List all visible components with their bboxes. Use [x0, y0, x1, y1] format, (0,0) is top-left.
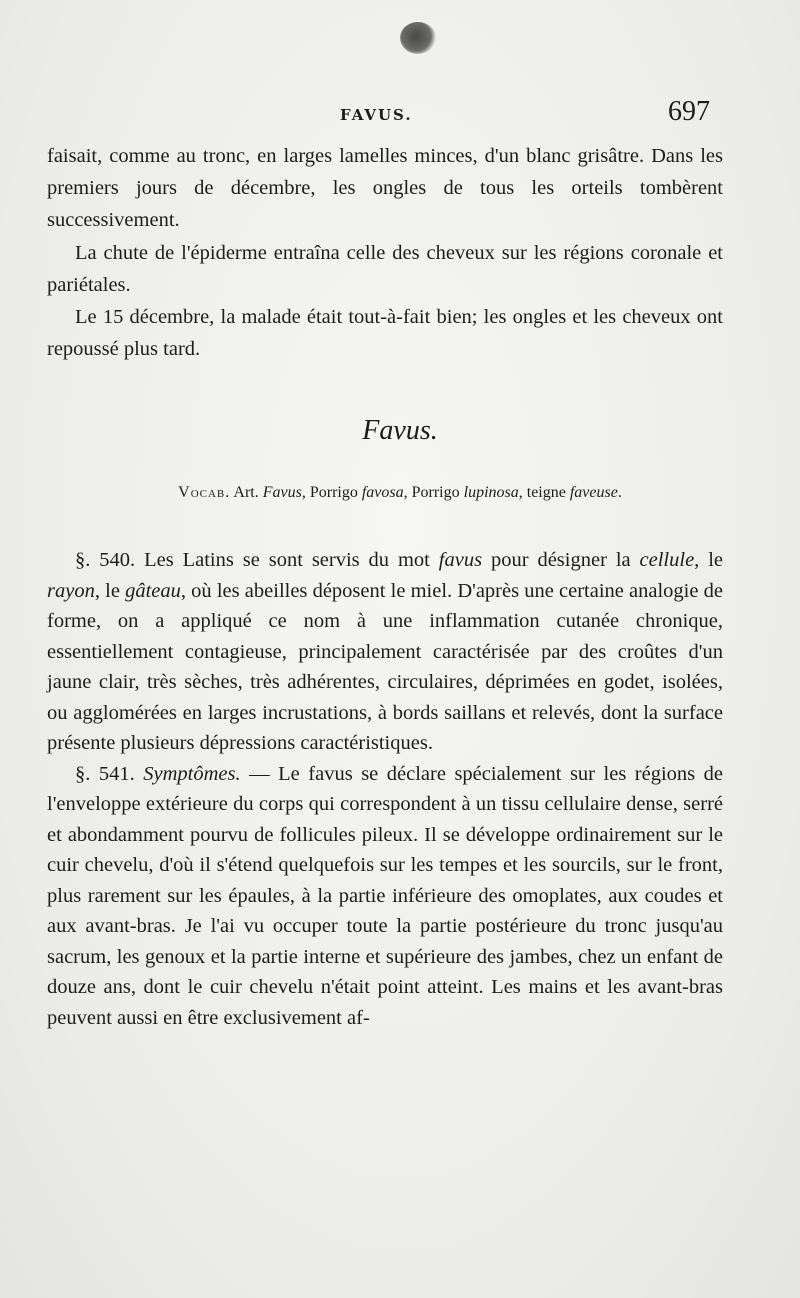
vocab-separator: , Porrigo [403, 484, 464, 501]
vocabulary-line [80, 484, 720, 502]
paragraph-540 [47, 545, 723, 759]
section-number-541: §. 541. [75, 762, 135, 785]
vocab-label: Vocab. [178, 484, 231, 501]
vocab-end: . [617, 484, 622, 501]
vocab-separator: , Porrigo [301, 484, 362, 501]
vocab-separator: , teigne [518, 484, 570, 501]
paragraph-continued: faisait, comme au tronc, en larges lamelles minces, d'un blanc grisâtre. Dans les premiers jours de décembre, les ongles de tous les orteils tombèrent successivement. [47, 145, 723, 232]
text-span: — Le favus se déclare spécialement sur les régions de l'enveloppe extérieure du corps qui correspondent à un tissu cellulaire dense, serré et abondamment pourvu de follicules pileux. Il se développe ordinairement sur le cuir chevelu, d'où il s'étend quelquefois sur les tempes et les sourcils, sur le front, plus rarement sur les épaules, à la partie inférieure des omoplates, aux coudes et aux avant-bras. Je l'ai vu occuper toute la partie postérieure du tronc jusqu'au sacrum, les genoux et la partie interne et supérieure des jambes, chez un enfant de douze ans, dont le cuir chevelu n'était point atteint. Les mains et les avant-bras peuvent aussi en être exclusivement af- [47, 762, 724, 1029]
continued-text [47, 140, 723, 365]
vocab-art: Art. [233, 484, 259, 501]
main-text [47, 545, 723, 1033]
text-span: , le [94, 579, 126, 602]
italic-rayon: rayon [47, 579, 95, 602]
vocab-term-faveuse: faveuse [569, 484, 618, 501]
italic-gateau: gâteau [125, 579, 181, 602]
ink-stain [400, 22, 436, 54]
section-title: Favus. [362, 415, 438, 446]
italic-favus: favus [438, 549, 483, 571]
running-head: FAVUS. [340, 106, 413, 124]
text-span: Les Latins se sont servis du mot [135, 549, 439, 571]
text-span: , le [694, 549, 724, 571]
vocab-term-lupinosa: lupinosa [463, 484, 519, 501]
section-number-540: §. 540. [75, 549, 136, 571]
page-number: 697 [668, 96, 710, 127]
text-span: pour désigner la [482, 549, 640, 571]
paragraph-15-decembre: Le 15 décembre, la malade était tout-à-fait bien; les ongles et les cheveux ont repoussé plus tard. [47, 306, 723, 361]
vocab-term-favosa: favosa [361, 484, 404, 501]
paragraph-541 [47, 759, 723, 1034]
paragraph-epiderme: La chute de l'épiderme entraîna celle des cheveux sur les régions coronale et pariétales. [47, 241, 723, 296]
vocab-term-favus: Favus [262, 484, 302, 501]
subsection-title-symptomes: Symptômes. [143, 762, 241, 785]
italic-cellule: cellule [639, 549, 695, 571]
text-span: , où les abeilles déposent le miel. D'après une certaine analogie de forme, on a appliqué ce nom à une inflammation cutanée chronique, essentiellement contagieuse, principalement caractérisée par des croûtes d'un jaune clair, très sèches, très adhérentes, circulaires, déprimées en godet, isolées, ou agglomérées en larges incrustations, à bords saillans et relevés, dont la surface présente plusieurs dépressions caractéristiques. [47, 579, 724, 754]
